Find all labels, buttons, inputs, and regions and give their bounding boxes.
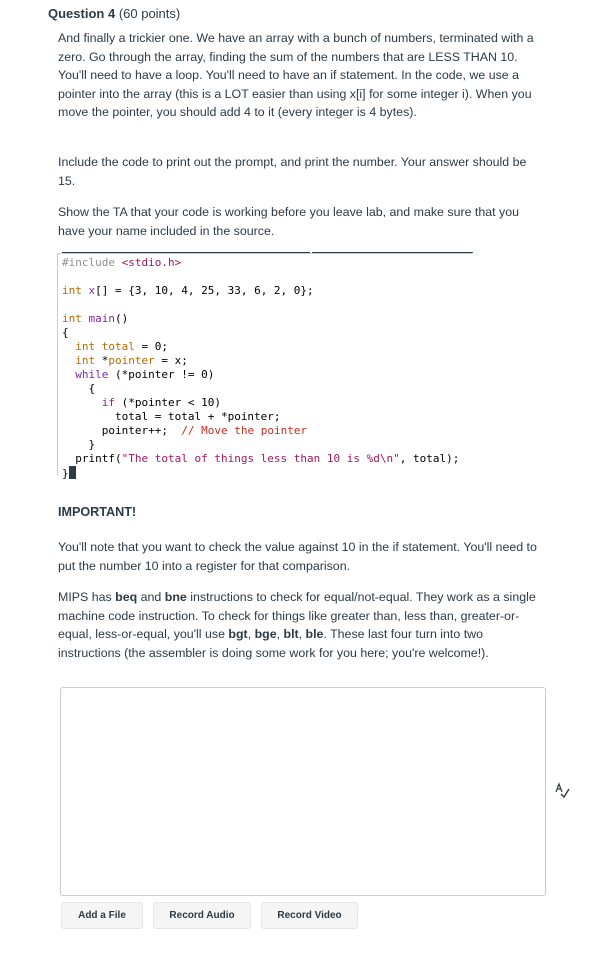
code-line-while: while (*pointer != 0) [75, 368, 215, 381]
code-line-while-close: } [88, 438, 96, 451]
question-title: Question 4 [48, 6, 116, 21]
code-line-close-brace: } [62, 466, 76, 481]
code-line-while-open: { [88, 382, 96, 395]
code-line-main: int main() [62, 312, 129, 325]
code-line-sum: total = total + *pointer; [114, 410, 281, 423]
spellcheck-icon[interactable] [554, 782, 570, 798]
record-audio-button[interactable]: Record Audio [153, 902, 251, 929]
code-line-array: int x[] = {3, 10, 4, 25, 33, 6, 2, 0}; [62, 284, 314, 297]
code-line-total: int total = 0; [75, 340, 168, 353]
important-note-1: You'll note that you want to check the value against 10 in the if statement. You'll need to put the number 10 into a register for that comparison. [58, 540, 537, 573]
code-line-open-brace: { [62, 326, 69, 339]
code-line-pointer: int *pointer = x; [75, 354, 188, 367]
important-heading: IMPORTANT! [58, 505, 137, 519]
prompt-paragraph-3: Show the TA that your code is working before you leave lab, and make sure that you have your name included in the source. [58, 205, 520, 238]
question-points: (60 points) [118, 6, 181, 21]
text-cursor [69, 466, 76, 479]
code-line-if: if (*pointer < 10) [101, 396, 221, 409]
record-video-button[interactable]: Record Video [261, 902, 358, 929]
answer-text-area[interactable] [60, 687, 546, 896]
code-line-increment: pointer++; // Move the pointer [101, 424, 308, 437]
important-note-2: MIPS has beq and bne instructions to check for equal/not-equal. They work as a single machine code instruction. To check for things like greater than, less than, greater-or-equal, less-or-equal, you'll use bgt, bge, blt, ble. These last four turn into two instructions (the assembler is doing some work for you here; you're welcome!). [58, 590, 536, 660]
code-line-include: #include <stdio.h> [62, 256, 182, 269]
prompt-paragraph-1: And finally a trickier one. We have an array with a bunch of numbers, terminated with a zero. Go through the array, finding the sum of the numbers that are LESS THAN 10. You'll need to have a loop. You'll need to have an if statement. In the code, we use a pointer into the array (this is a LOT easier than using x[i] for some integer i). When you move the pointer, you should add 4 to it (every integer is 4 bytes). [58, 31, 534, 119]
code-line-printf: printf("The total of things less than 10 is %d\n", total); [75, 452, 460, 465]
prompt-paragraph-2: Include the code to print out the prompt, and print the number. Your answer should be 15. [58, 155, 527, 188]
add-file-button[interactable]: Add a File [61, 902, 143, 929]
question-header [48, 6, 180, 21]
